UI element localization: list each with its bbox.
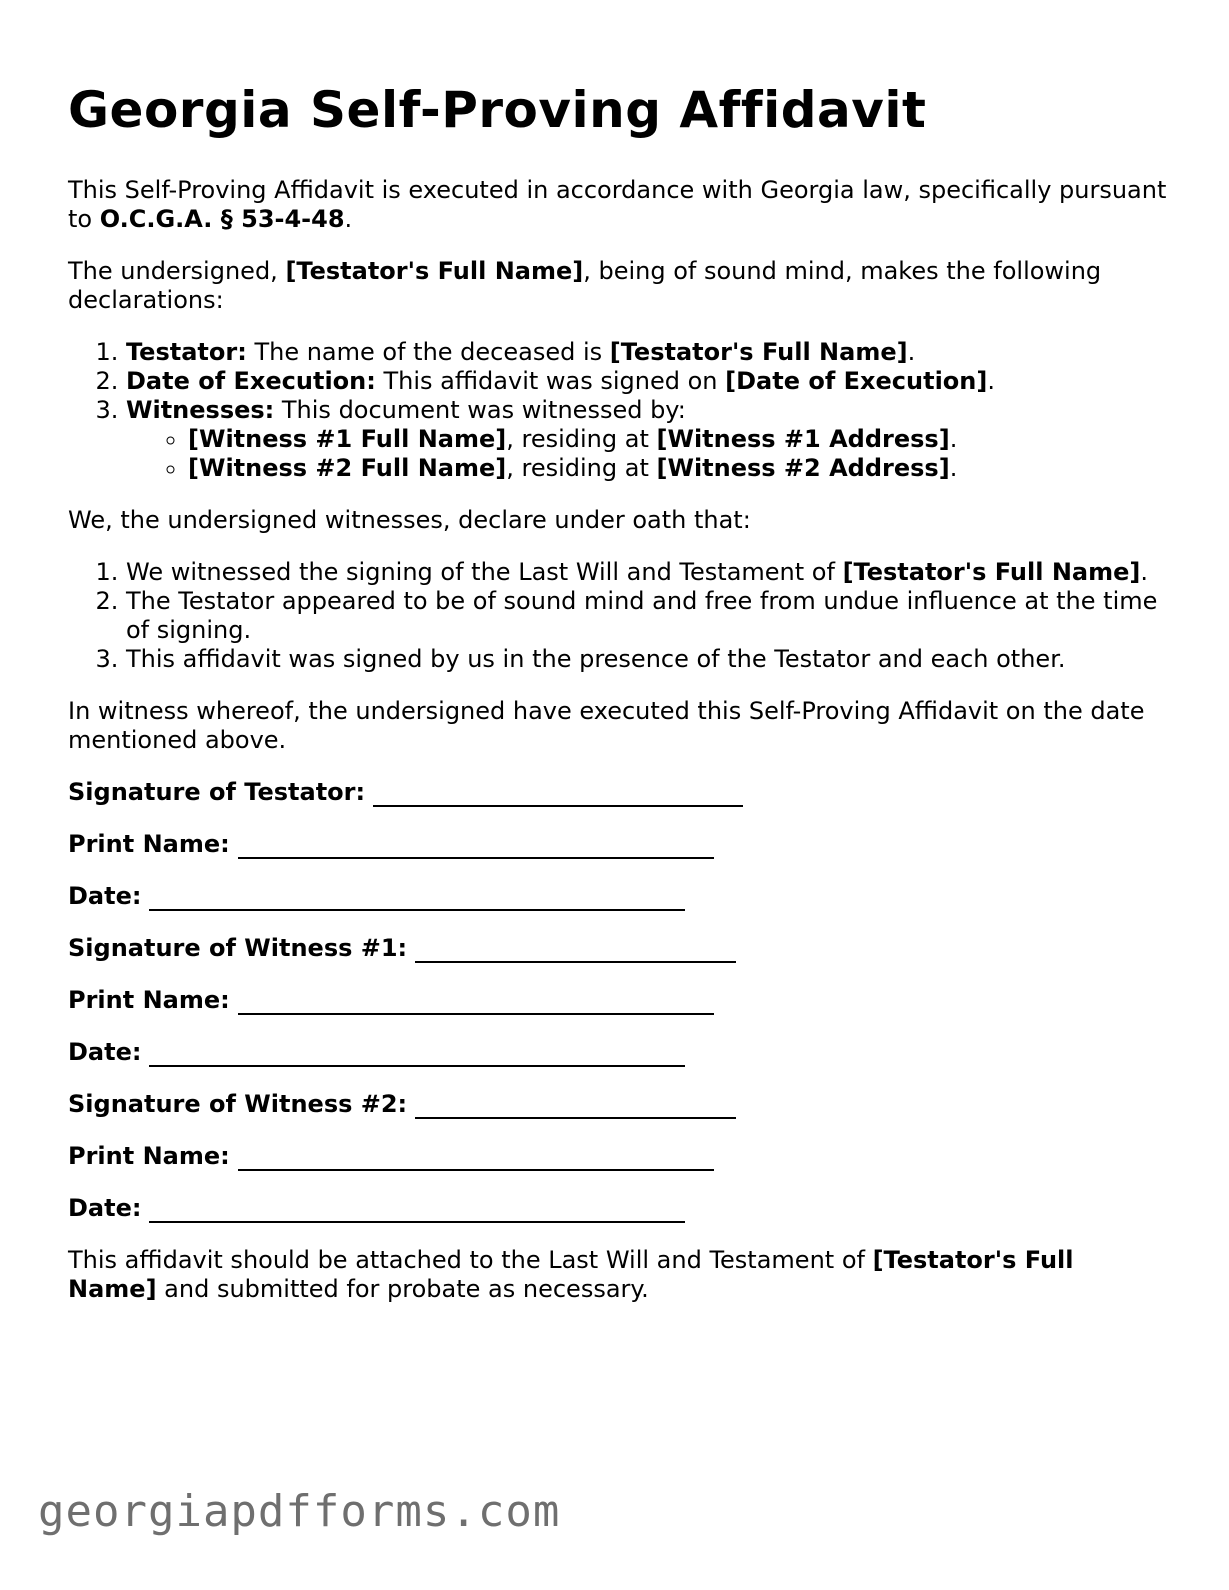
oath-item-2: 2. The Testator appeared to be of sound mind and free from undue influence at the time of signing. (126, 587, 1168, 645)
declarations-list (68, 338, 1168, 483)
witness-2-signature-field[interactable] (415, 1095, 736, 1119)
document-page (68, 80, 1168, 1327)
statute-reference: O.C.G.A. § 53-4-48 (99, 205, 345, 233)
print-name-label: Print Name: (68, 986, 230, 1014)
witness-2-signature-line[interactable] (68, 1090, 1168, 1119)
testator-date-line[interactable] (68, 882, 1168, 911)
declaration-date: 2. Date of Execution: This affidavit was signed on [Date of Execution]. (126, 367, 1168, 396)
witness-2-entry: ◦ [Witness #2 Full Name], residing at [Witness #2 Address]. (188, 454, 1168, 483)
testator-signature-label: Signature of Testator: (68, 778, 366, 806)
oath-item-1: 1. We witnessed the signing of the Last Will and Testament of [Testator's Full Name]. (126, 558, 1168, 587)
witness-list (126, 425, 1168, 483)
declaration-witnesses: 3. Witnesses: This document was witnessed by: ◦ [Witness #1 Full Name], residing at [Witness #1 Address]. ◦ [Witness #2 Full Name], residing at [Witness #2 Address]. (126, 396, 1168, 483)
testator-print-name-field[interactable] (238, 835, 714, 859)
closing-paragraph: This affidavit should be attached to the Last Will and Testament of [Testator's Full Name] and submitted for probate as necessary. (68, 1246, 1074, 1303)
witness-2-print-name-line[interactable] (68, 1142, 1168, 1171)
testator-signature-line[interactable] (68, 778, 1168, 807)
witness-2-date-line[interactable] (68, 1194, 1168, 1223)
witness-1-entry: ◦ [Witness #1 Full Name], residing at [Witness #1 Address]. (188, 425, 1168, 454)
witness-1-print-name-field[interactable] (238, 991, 714, 1015)
date-label: Date: (68, 1194, 142, 1222)
witness-1-signature-line[interactable] (68, 934, 1168, 963)
oath-intro: We, the undersigned witnesses, declare under oath that: (68, 506, 751, 534)
print-name-label: Print Name: (68, 830, 230, 858)
oath-list (68, 558, 1168, 674)
witness-1-date-line[interactable] (68, 1038, 1168, 1067)
intro-paragraph: This Self-Proving Affidavit is executed in accordance with Georgia law, specifically pursuant to O.C.G.A. § 53-4-48. (68, 176, 1167, 233)
witness-whereof: In witness whereof, the undersigned have executed this Self-Proving Affidavit on the date mentioned above. (68, 697, 1145, 754)
declaration-testator: 1. Testator: The name of the deceased is [Testator's Full Name]. (126, 338, 1168, 367)
testator-signature-field[interactable] (373, 783, 743, 807)
witness-2-print-name-field[interactable] (238, 1147, 714, 1171)
witness-1-signature-field[interactable] (415, 939, 736, 963)
witness-1-print-name-line[interactable] (68, 986, 1168, 1015)
witness-1-date-field[interactable] (149, 1043, 685, 1067)
witness-1-signature-label: Signature of Witness #1: (68, 934, 408, 962)
oath-item-3: 3. This affidavit was signed by us in the presence of the Testator and each other. (126, 645, 1168, 674)
declaration-intro: The undersigned, [Testator's Full Name], being of sound mind, makes the following declarations: (68, 257, 1102, 314)
watermark: georgiapdfforms.com (38, 1486, 561, 1537)
date-label: Date: (68, 1038, 142, 1066)
testator-print-name-line[interactable] (68, 830, 1168, 859)
testator-date-field[interactable] (149, 887, 685, 911)
date-label: Date: (68, 882, 142, 910)
print-name-label: Print Name: (68, 1142, 230, 1170)
witness-2-signature-label: Signature of Witness #2: (68, 1090, 408, 1118)
document-title: Georgia Self-Proving Affidavit (68, 81, 927, 139)
witness-2-date-field[interactable] (149, 1199, 685, 1223)
